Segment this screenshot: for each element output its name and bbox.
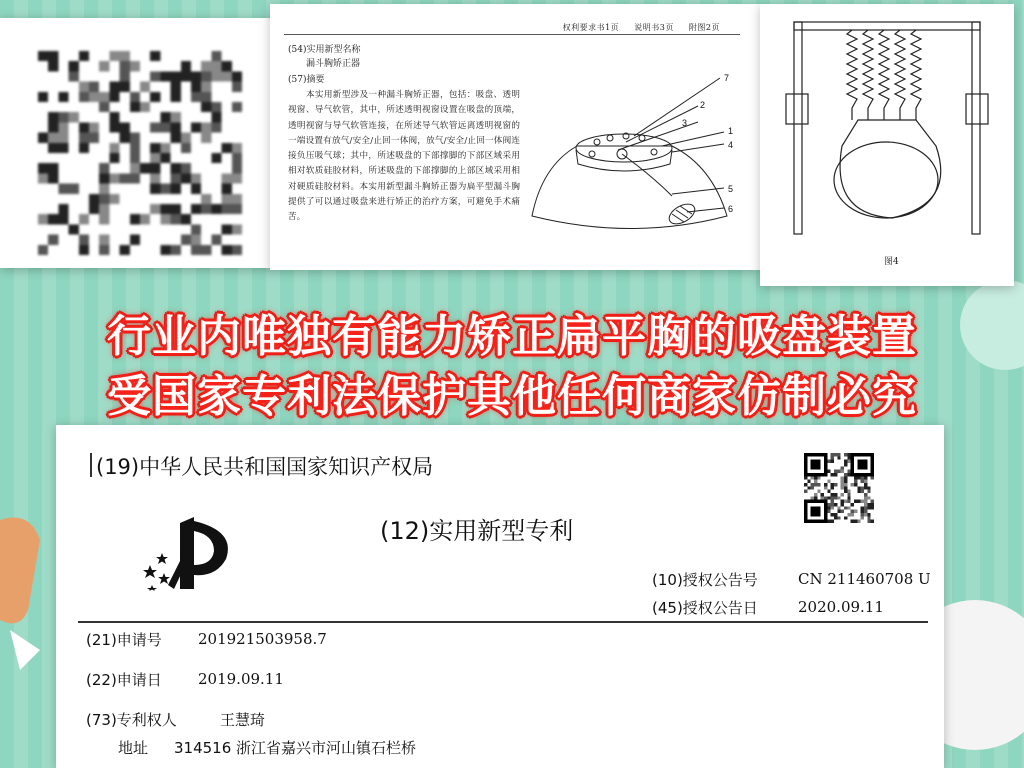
abstract-text: 本实用新型涉及一种漏斗胸矫正器，包括：吸盘、透明视窗、导气软管，其中，所述透明视窗设置在吸盘的顶端，透明视窗与导气软管连接，在所述导气软管远离透明视窗的一端设置有放气/安全/止回一体阀，放气/安全/止回一体阀连接负压吸气球；其中，所述吸盘的下部撑脚的下部区域采用相对软质硅胶材料，所述吸盘的下部撑脚的上部区域采用相对硬质硅胶材料。本实用新型漏斗胸矫正器为扁平型漏斗胸提供了可以通过吸盘来进行矫正的治疗方案，可避免手术痛苦。 (288, 90, 520, 223)
utility-name-value: 漏斗胸矫正器 (306, 59, 361, 69)
page-header (551, 22, 720, 33)
patent-abstract-page (270, 4, 760, 270)
application-date-value: 2019.09.11 (198, 670, 284, 688)
section-divider (78, 621, 928, 623)
header-item: 权利要求书1页 (562, 23, 620, 32)
patent-type-title: (12)实用新型专利 (380, 517, 574, 545)
application-date-label: (22)申请日 (86, 671, 162, 689)
header-rule (284, 34, 740, 35)
grant-number-label: (10)授权公告号 (652, 571, 758, 589)
application-number-label: (21)申请号 (86, 631, 162, 649)
margin-bar (90, 453, 92, 477)
headline-line-1: 行业内唯独有能力矫正扁平胸的吸盘装置 (107, 311, 917, 362)
patent-holder-label: (73)专利权人 (86, 711, 177, 729)
spring (863, 30, 873, 120)
spring (911, 30, 921, 120)
abstract-label: (57)摘要 (288, 75, 325, 85)
address-label: 地址 (118, 739, 149, 757)
suction-cup-figure (522, 66, 752, 246)
callout-label: 4 (728, 140, 734, 150)
headline-line-2: 受国家专利法保护其他任何商家仿制必究 (107, 371, 917, 422)
application-number-value: 201921503958.7 (198, 630, 327, 648)
callout-label: 7 (724, 73, 730, 83)
grant-date-value: 2020.09.11 (798, 598, 884, 616)
spring (847, 30, 857, 120)
callout-label: 3 (682, 118, 688, 128)
grant-number-value: CN 211460708 U (798, 570, 931, 588)
spring (895, 30, 905, 120)
decorative-ribbon (0, 500, 60, 680)
callout-label: 2 (700, 100, 706, 110)
blurred-qr-code (38, 48, 242, 258)
qr-code (804, 453, 874, 523)
qr-code-panel (0, 18, 272, 268)
address-value: 314516 浙江省嘉兴市河山镇石栏桥 (174, 739, 417, 757)
spring (879, 30, 889, 120)
utility-name-label: (54)实用新型名称 (288, 45, 361, 55)
patent-certificate-page (56, 425, 944, 768)
grant-date-label: (45)授权公告日 (652, 599, 758, 617)
correction-frame-figure (760, 4, 1014, 286)
callout-label: 1 (728, 126, 734, 136)
figure-4-page (760, 4, 1014, 286)
patent-office-name: (19)中华人民共和国国家知识产权局 (96, 455, 434, 479)
callout-label: 5 (728, 184, 734, 194)
header-item: 附图2页 (688, 23, 720, 32)
patent-holder-value: 王慧琦 (220, 711, 266, 729)
callout-label: 6 (728, 204, 734, 214)
cnipa-logo (140, 515, 244, 591)
figure-caption: 图4 (884, 257, 899, 267)
header-item: 说明书3页 (634, 23, 674, 32)
